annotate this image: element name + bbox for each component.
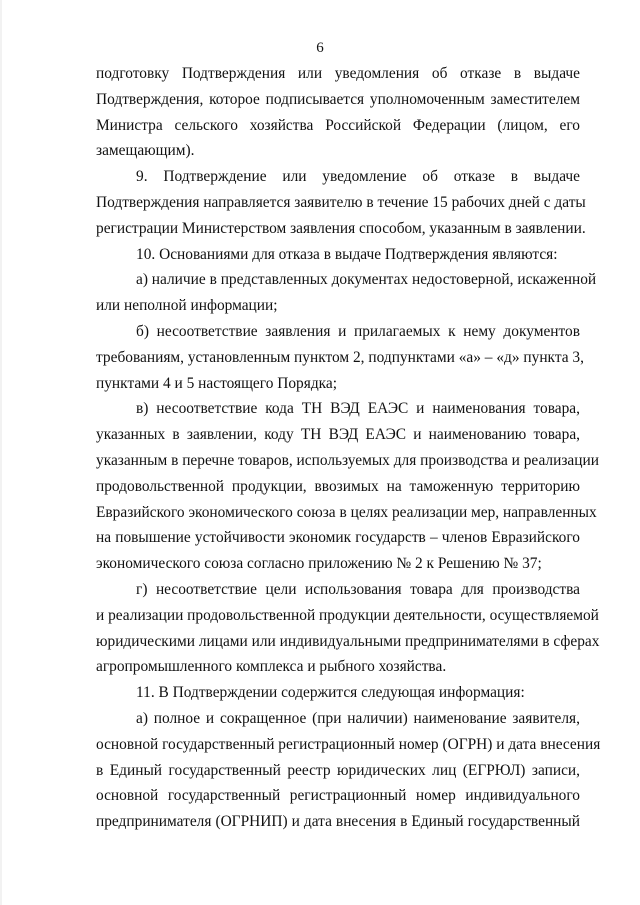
document-body bbox=[96, 61, 601, 835]
page-number: 6 bbox=[316, 40, 324, 56]
text-line: регистрации Министерством заявления способом, указанным в заявлении. bbox=[96, 219, 586, 237]
text-line: Подтверждения направляется заявителю в течение 15 рабочих дней с даты bbox=[96, 193, 586, 211]
text-line: пунктами 4 и 5 настоящего Порядка; bbox=[96, 374, 338, 392]
text-line: а) полное и сокращенное (при наличии) наименование заявителя, bbox=[136, 709, 580, 727]
paragraph bbox=[96, 319, 584, 396]
text-line: 9. Подтверждение или уведомление об отказе в выдаче bbox=[136, 168, 580, 186]
text-line: продовольственной продукции, ввозимых на таможенную территорию bbox=[96, 477, 580, 495]
text-line: Министра сельского хозяйства Российской Федерации (лицом, его bbox=[96, 116, 580, 134]
text-line: основной государственный регистрационный номер (ОГРН) и дата внесения bbox=[96, 735, 601, 753]
text-line: предпринимателя (ОГРНИП) и дата внесения в Единый государственный bbox=[96, 813, 580, 831]
text-line: Подтверждения, которое подписывается уполномоченным заместителем bbox=[96, 90, 580, 108]
text-line: г) несоответствие цели использования товара для производства bbox=[136, 580, 580, 598]
text-line: агропромышленного комплекса и рыбного хозяйства. bbox=[96, 658, 447, 676]
text-line: юридическими лицами или индивидуальными предпринимателями в сферах bbox=[96, 632, 600, 650]
paragraph bbox=[96, 61, 580, 164]
paragraph bbox=[96, 577, 600, 680]
text-line: указанных в заявлении, коду ТН ВЭД ЕАЭС и наименованию товара, bbox=[96, 426, 580, 444]
text-line: б) несоответствие заявления и прилагаемых к нему документов bbox=[136, 322, 580, 340]
paragraph bbox=[96, 242, 580, 268]
text-line: в Единый государственный реестр юридических лиц (ЕГРЮЛ) записи, bbox=[96, 761, 580, 779]
paragraph bbox=[96, 680, 580, 706]
text-line: и реализации продовольственной продукции деятельности, осуществляемой bbox=[96, 606, 599, 624]
text-line: 10. Основаниями для отказа в выдаче Подтверждения являются: bbox=[136, 245, 558, 263]
text-line: экономического союза согласно приложению № 2 к Решению № 37; bbox=[96, 555, 542, 573]
text-line: подготовку Подтверждения или уведомления об отказе в выдаче bbox=[96, 65, 580, 82]
text-line: 11. В Подтверждении содержится следующая информация: bbox=[136, 684, 525, 702]
text-line: в) несоответствие кода ТН ВЭД ЕАЭС и наименования товара, bbox=[136, 400, 580, 418]
paragraph bbox=[96, 164, 586, 241]
text-line: требованиям, установленным пунктом 2, подпунктами «а» – «д» пункта 3, bbox=[96, 348, 584, 366]
scan-edge bbox=[0, 0, 2, 905]
paragraph bbox=[96, 396, 599, 577]
text-line: Евразийского экономического союза в целях реализации мер, направленных bbox=[96, 503, 597, 521]
paragraph bbox=[96, 267, 597, 319]
paragraph bbox=[96, 706, 601, 835]
text-line: а) наличие в представленных документах недостоверной, искаженной bbox=[136, 271, 597, 289]
text-line: основной государственный регистрационный номер индивидуального bbox=[96, 787, 580, 805]
text-line: на повышение устойчивости экономик государств – членов Евразийского bbox=[96, 529, 580, 547]
text-line: указанным в перечне товаров, используемых для производства и реализации bbox=[96, 451, 599, 469]
text-line: замещающим). bbox=[96, 142, 195, 160]
text-line: или неполной информации; bbox=[96, 297, 278, 315]
